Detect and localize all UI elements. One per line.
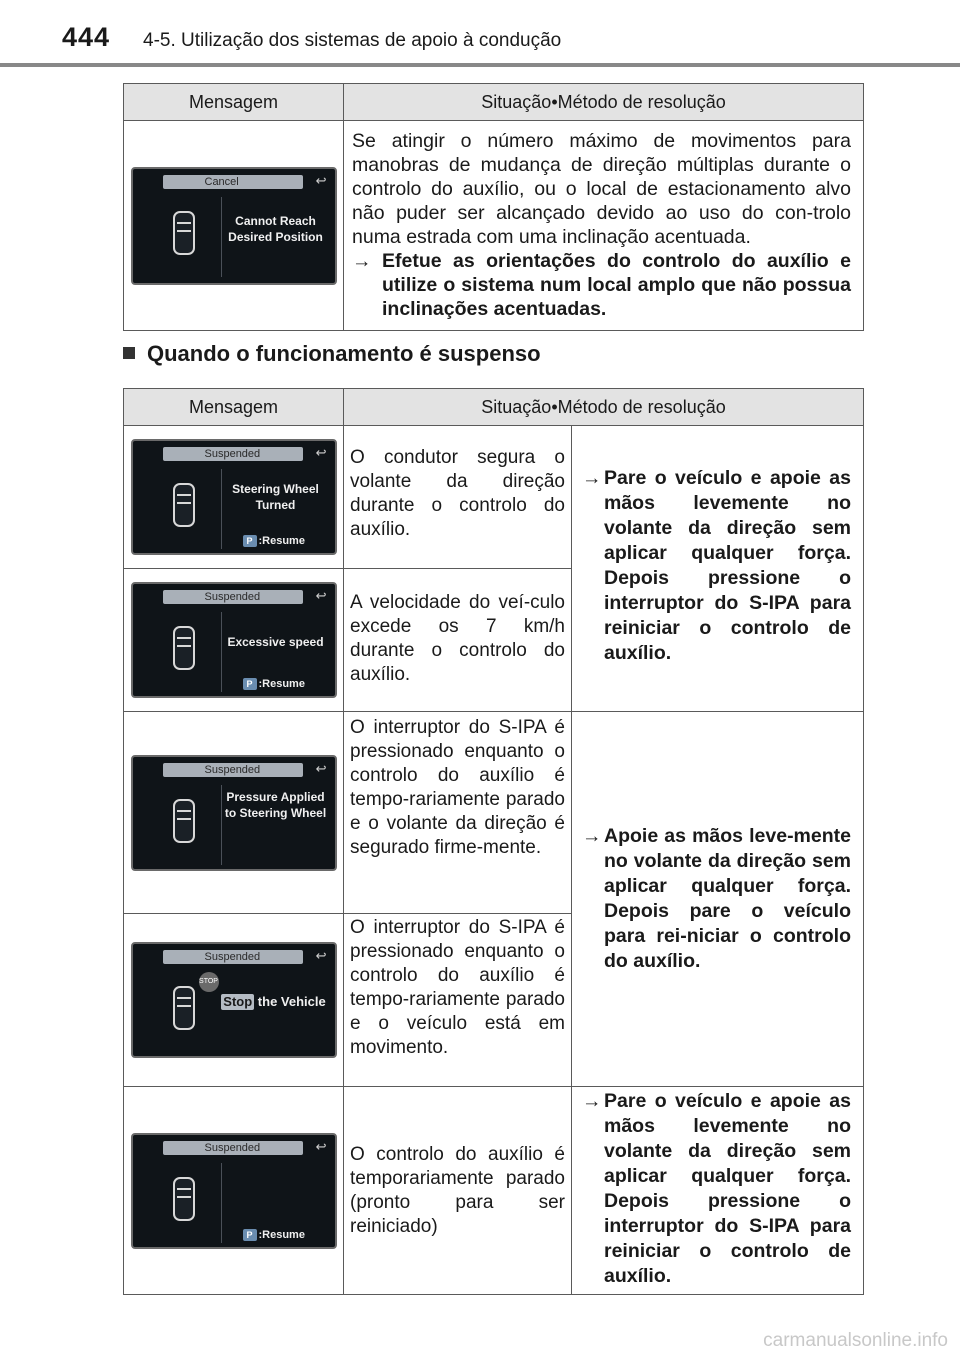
situation-cell: O condutor segura o volante da direção durante o controlo do auxílio. [344, 426, 572, 569]
display-screen [131, 1133, 337, 1249]
screen-divider [221, 1163, 222, 1243]
display-screen [131, 439, 337, 555]
screen-title-bar: Cancel [163, 175, 303, 189]
action-cell [572, 1087, 864, 1295]
situation-text: Se atingir o número máximo de movimentos para manobras de mudança de direção múltiplas durante o controlo do auxílio, ou o local de estacionamento alvo não puder ser alcançado devido ao uso do con-trolo numa estrada com uma inclinação acentuada. [352, 130, 851, 248]
screen-message: Steering Wheel Turned [232, 482, 319, 512]
screen-divider [221, 612, 222, 692]
screen-divider [221, 785, 222, 865]
back-arrow-icon: ↩ [315, 445, 327, 460]
message-cell [124, 914, 344, 1087]
back-arrow-icon: ↩ [315, 1138, 327, 1154]
display-screen [131, 942, 337, 1058]
arrow-icon: → [582, 825, 602, 847]
table-row [124, 1087, 864, 1295]
message-cell [124, 426, 344, 569]
screen-message: Cannot Reach Desired Position [228, 213, 323, 244]
screen-divider [221, 469, 222, 549]
display-screen [131, 167, 337, 285]
car-icon [173, 799, 195, 843]
screen-message: Pressure Applied to Steering Wheel [224, 789, 327, 820]
header-rule [0, 63, 960, 67]
screen-divider [221, 197, 222, 277]
back-arrow-icon: ↩ [315, 172, 327, 188]
column-header-situation: Situação•Método de resolução [344, 84, 864, 121]
back-arrow-icon: ↩ [315, 588, 327, 603]
table-cancel [123, 83, 864, 331]
column-header-message: Mensagem [124, 84, 344, 121]
table-suspended [123, 388, 864, 1295]
message-cell [124, 1087, 344, 1295]
table-row [124, 426, 864, 569]
back-arrow-icon: ↩ [315, 760, 327, 776]
car-icon [173, 986, 195, 1030]
situation-cell: O interruptor do S-IPA é pressionado enquanto o controlo do auxílio é tempo-rariamente parado e o veículo está em movimento. [344, 914, 572, 1087]
page-number: 444 [62, 22, 111, 52]
parking-switch-icon: P [243, 535, 257, 547]
action-text [352, 249, 851, 321]
back-arrow-icon: ↩ [315, 948, 327, 963]
resume-label: P :Resume [243, 678, 305, 690]
subheading [123, 341, 541, 367]
screen-title-bar: Suspended [163, 1141, 303, 1155]
bullet-square-icon [123, 347, 135, 359]
table-row [124, 712, 864, 914]
situation-cell: O controlo do auxílio é temporariamente parado (pronto para ser reiniciado) [344, 1087, 572, 1295]
message-cell [124, 121, 344, 331]
column-header-message: Mensagem [124, 389, 344, 426]
table-row [124, 121, 864, 331]
resume-label: P :Resume [243, 535, 305, 547]
action-text: → Pare o veículo e apoie as mãos levemente no volante da direção sem aplicar qualquer força. Depois pressione o interruptor do S-IPA para reiniciar o controlo de auxílio. [582, 467, 851, 664]
message-cell [124, 569, 344, 712]
arrow-icon: → [352, 250, 372, 272]
resume-label: P :Resume [243, 1229, 305, 1241]
watermark: carmanualsonline.info [763, 1330, 948, 1351]
car-icon [173, 626, 195, 670]
display-screen [131, 755, 337, 871]
subheading-text: Quando o funcionamento é suspenso [147, 341, 541, 366]
message-cell [124, 712, 344, 914]
screen-message: Stop the Vehicle [223, 994, 326, 1009]
screen-title-bar: Suspended [163, 590, 303, 604]
action-text: → Apoie as mãos leve-mente no volante da direção sem aplicar qualquer força. Depois pare o veículo para rei-niciar o controlo do auxílio. [582, 825, 851, 972]
stop-sign-icon: STOP [199, 972, 219, 992]
action-cell [572, 712, 864, 1087]
parking-switch-icon: P [243, 678, 257, 690]
situation-cell [344, 121, 864, 331]
situation-cell: A velocidade do veí-culo excede os 7 km/h durante o controlo do auxílio. [344, 569, 572, 712]
screen-title-bar: Suspended [163, 950, 303, 964]
section-title: 4-5. Utilização dos sistemas de apoio à condução [143, 30, 562, 51]
parking-switch-icon: P [243, 1229, 257, 1241]
car-icon [173, 1177, 195, 1221]
action-text: → Pare o veículo e apoie as mãos levemente no volante da direção sem aplicar qualquer força. Depois pressione o interruptor do S-IPA para reiniciar o controlo de auxílio. [582, 1090, 851, 1287]
action-cell [572, 426, 864, 712]
car-icon [173, 211, 195, 255]
action-body: Efetue as orientações do controlo do auxílio e utilize o sistema num local amplo que não possua inclinações acentuadas. [382, 250, 851, 320]
screen-title-bar: Suspended [163, 447, 303, 461]
display-screen [131, 582, 337, 698]
arrow-icon: → [582, 1090, 602, 1112]
arrow-icon: → [582, 467, 602, 489]
screen-message: Excessive speed [227, 635, 324, 649]
car-icon [173, 483, 195, 527]
column-header-situation: Situação•Método de resolução [344, 389, 864, 426]
screen-title-bar: Suspended [163, 763, 303, 777]
situation-cell: O interruptor do S-IPA é pressionado enquanto o controlo do auxílio é tempo-rariamente parado e o volante da direção é segurado firme-mente. [344, 712, 572, 914]
